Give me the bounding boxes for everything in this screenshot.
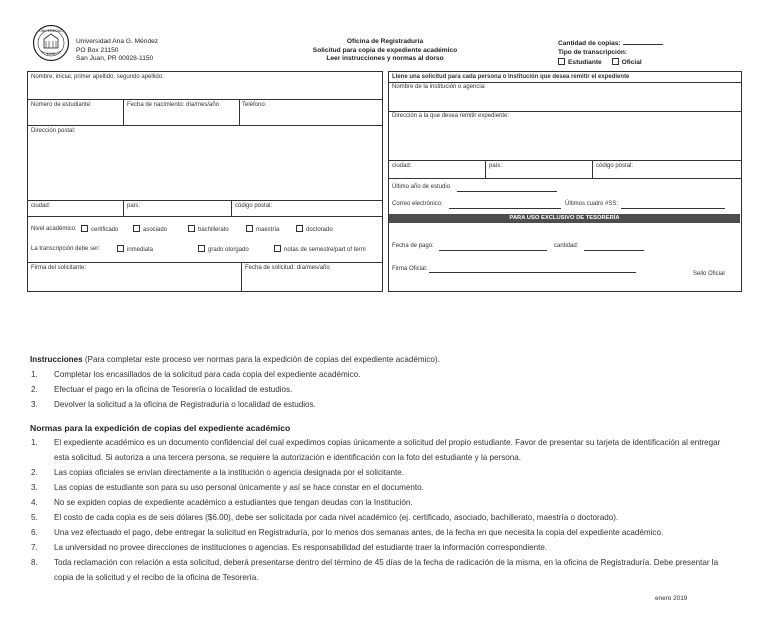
email-label: Correo electrónico: (392, 201, 443, 207)
birth-date-field[interactable] (124, 100, 239, 125)
official-type-label: Oficial (621, 59, 642, 67)
office-name: Oficina de Registraduría (346, 38, 424, 45)
student-type-checkbox[interactable] (558, 58, 565, 65)
payment-date-label: Fecha de pago: (392, 243, 434, 249)
recipient-city-label: ciudad: (392, 163, 412, 169)
treasury-banner: PARA USO EXCLUSIVO DE TESORERÍA (389, 214, 740, 223)
official-signature-label: Firma Oficial: (392, 266, 428, 272)
form-subtitle: Solicitud para copia de expediente académico (312, 46, 458, 54)
when-option-label: grado otorgado (208, 247, 249, 253)
when-grado-checkbox[interactable] (198, 245, 205, 252)
academic-level-label: Nivel académico: (31, 226, 77, 232)
last-study-year-field[interactable] (457, 191, 557, 192)
phone-field[interactable] (240, 100, 382, 125)
student-number-field[interactable] (28, 100, 123, 125)
full-name-field[interactable] (28, 72, 382, 99)
level-option-label: bachillerato (198, 227, 229, 233)
instructions-section: Instrucciones (Para completar este proceso ver normas para la expedición de copias del expediente académico). 1. Completar los encasillados de la solicitud para cada copia del expediente académico. 2. Efectuar el pago en la oficina de Tesorería o localidad de estudios. 3. Devolver la solicitud a la oficina de Registraduría o localidad de estudios. (30, 355, 440, 409)
send-address-field[interactable] (389, 112, 740, 160)
recipient-zip-label: código postal: (596, 163, 634, 169)
applicant-signature-field[interactable] (28, 263, 241, 291)
svg-text:· UNIVERSIDAD ·: · UNIVERSIDAD · (37, 29, 65, 33)
birth-date-label: Fecha de nacimiento: día/mes/año (127, 102, 220, 108)
po-box: PO Box 21150 (76, 46, 119, 54)
level-option-label: maestría (256, 227, 280, 233)
when-inmediata-checkbox[interactable] (117, 245, 124, 252)
copies-block (558, 38, 708, 68)
last-study-year-label: Último año de estudio (392, 184, 451, 190)
norms-section: Normas para la expedición de copias del expediente académico 1. El expediente académico es un documento confidencial del cual expedimos copias únicamente a solicitud del propio estudiante. Favor de presentar su tarjeta de identificación al entregar esta solicitud. Si autoriza a una tercera persona, se requiere la autorización e identificación con la foto del estudiante y la persona. 2. Las copias oficiales se envían directamente a la institución o agencia designada por el solicitante. 3. Las copias de estudiante son para su uso personal únicamente y así se hace constar en el documento. 4. No se expiden copias de expediente académico a estudiantes que tengan deudas con la Institución. 5. El costo de cada copia es de seis dólares ($6.00), debe ser solicitada por cada nivel académico (ej. certificado, asociado, bachillerato, maestría o doctorado). 6. Una vez efectuado el pago, debe entregar la solicitud en Registraduría, por lo menos dos semanas antes, de la fecha en que necesita la copia del expediente académico. 7. La universidad no provee direcciones de instituciones o agencias. Es responsabilidad del estudiante traer la información correspondiente. 8. Toda reclamación con relación a esta solicitud, deberá presentarse dentro del término de 45 días de la fecha de radicación de la misma, en la oficina de Registraduría. Debe presentar la copia de la solicitud y el recibo de la oficina de Tesorería. (30, 421, 742, 591)
read-note: Leer instrucciones y normas al dorso (326, 55, 444, 63)
ssn-label: Últimos cuatro #SS: (565, 201, 619, 207)
applicant-form (27, 71, 383, 292)
transcript-type-label: Tipo de transcripción: (558, 48, 628, 56)
level-option-label: certificado (91, 227, 119, 233)
postal-address-field[interactable] (28, 126, 382, 200)
university-seal-logo (32, 24, 70, 62)
ssn-field[interactable] (621, 208, 725, 209)
institution-name-field[interactable] (389, 83, 740, 111)
applicant-signature-label: Firma del solicitante: (31, 265, 87, 271)
level-certificado-checkbox[interactable] (81, 225, 88, 232)
when-option-label: notas de semestre/part of term (284, 247, 366, 253)
transcript-when-label: La transcripción debe ser: (31, 246, 101, 252)
level-asociado-checkbox[interactable] (133, 225, 140, 232)
student-type-label: Estudiante (568, 59, 602, 67)
copies-label: Cantidad de copias: (558, 40, 621, 47)
email-field[interactable] (449, 208, 561, 209)
recipient-form (388, 71, 742, 292)
instructions-title: Instrucciones (30, 355, 83, 364)
official-type-checkbox[interactable] (612, 58, 619, 65)
amount-field[interactable] (584, 250, 644, 251)
send-address-label: Dirección a la que desea remitir expediente: (392, 113, 510, 119)
amount-label: cantidad: (554, 243, 579, 249)
when-semestre-checkbox[interactable] (274, 245, 281, 252)
norms-title: Normas para la expedición de copias del expediente académico (30, 423, 291, 433)
country-label: país: (127, 203, 141, 209)
full-name-label: Nombre, inicial, primer apellido, segundo apellido: (31, 74, 164, 80)
request-date-label: Fecha de solicitud: día/mes/año (245, 265, 330, 271)
payment-date-field[interactable] (439, 250, 547, 251)
postal-address-label: Dirección postal: (31, 128, 76, 134)
zip-label: código postal: (235, 203, 273, 209)
phone-label: Teléfono: (242, 102, 267, 108)
level-bachillerato-checkbox[interactable] (188, 225, 195, 232)
level-option-label: doctorado (306, 227, 333, 233)
institution-name-label: Nombre de la institución o agencia: (392, 84, 486, 90)
city-label: ciudad: (31, 203, 51, 209)
level-option-label: asociado (143, 227, 168, 233)
level-maestria-checkbox[interactable] (246, 225, 253, 232)
university-name: Universidad Ana G. Méndez (76, 38, 159, 45)
svg-text:1949: 1949 (46, 52, 56, 56)
level-doctorado-checkbox[interactable] (296, 225, 303, 232)
copies-input[interactable] (623, 38, 663, 45)
official-signature-field[interactable] (429, 272, 636, 273)
form-title-block (290, 38, 480, 64)
city-zip: San Juan, PR 00928-1150 (76, 55, 154, 63)
one-per-recipient-banner: Llene una solicitud para cada persona o Institución que desea remitir el expediente (392, 74, 630, 80)
request-date-field[interactable] (242, 263, 382, 291)
instructions-note: (Para completar este proceso ver normas para la expedición de copias del expediente académico). (84, 355, 440, 364)
official-seal-label: Sello Oficial (693, 271, 725, 277)
recipient-country-label: país: (489, 163, 503, 169)
when-option-label: inmediata (127, 247, 154, 253)
university-address (76, 38, 158, 64)
form-revision-date: enero 2019 (655, 595, 688, 602)
student-number-label: Número de estudiante: (31, 102, 92, 108)
